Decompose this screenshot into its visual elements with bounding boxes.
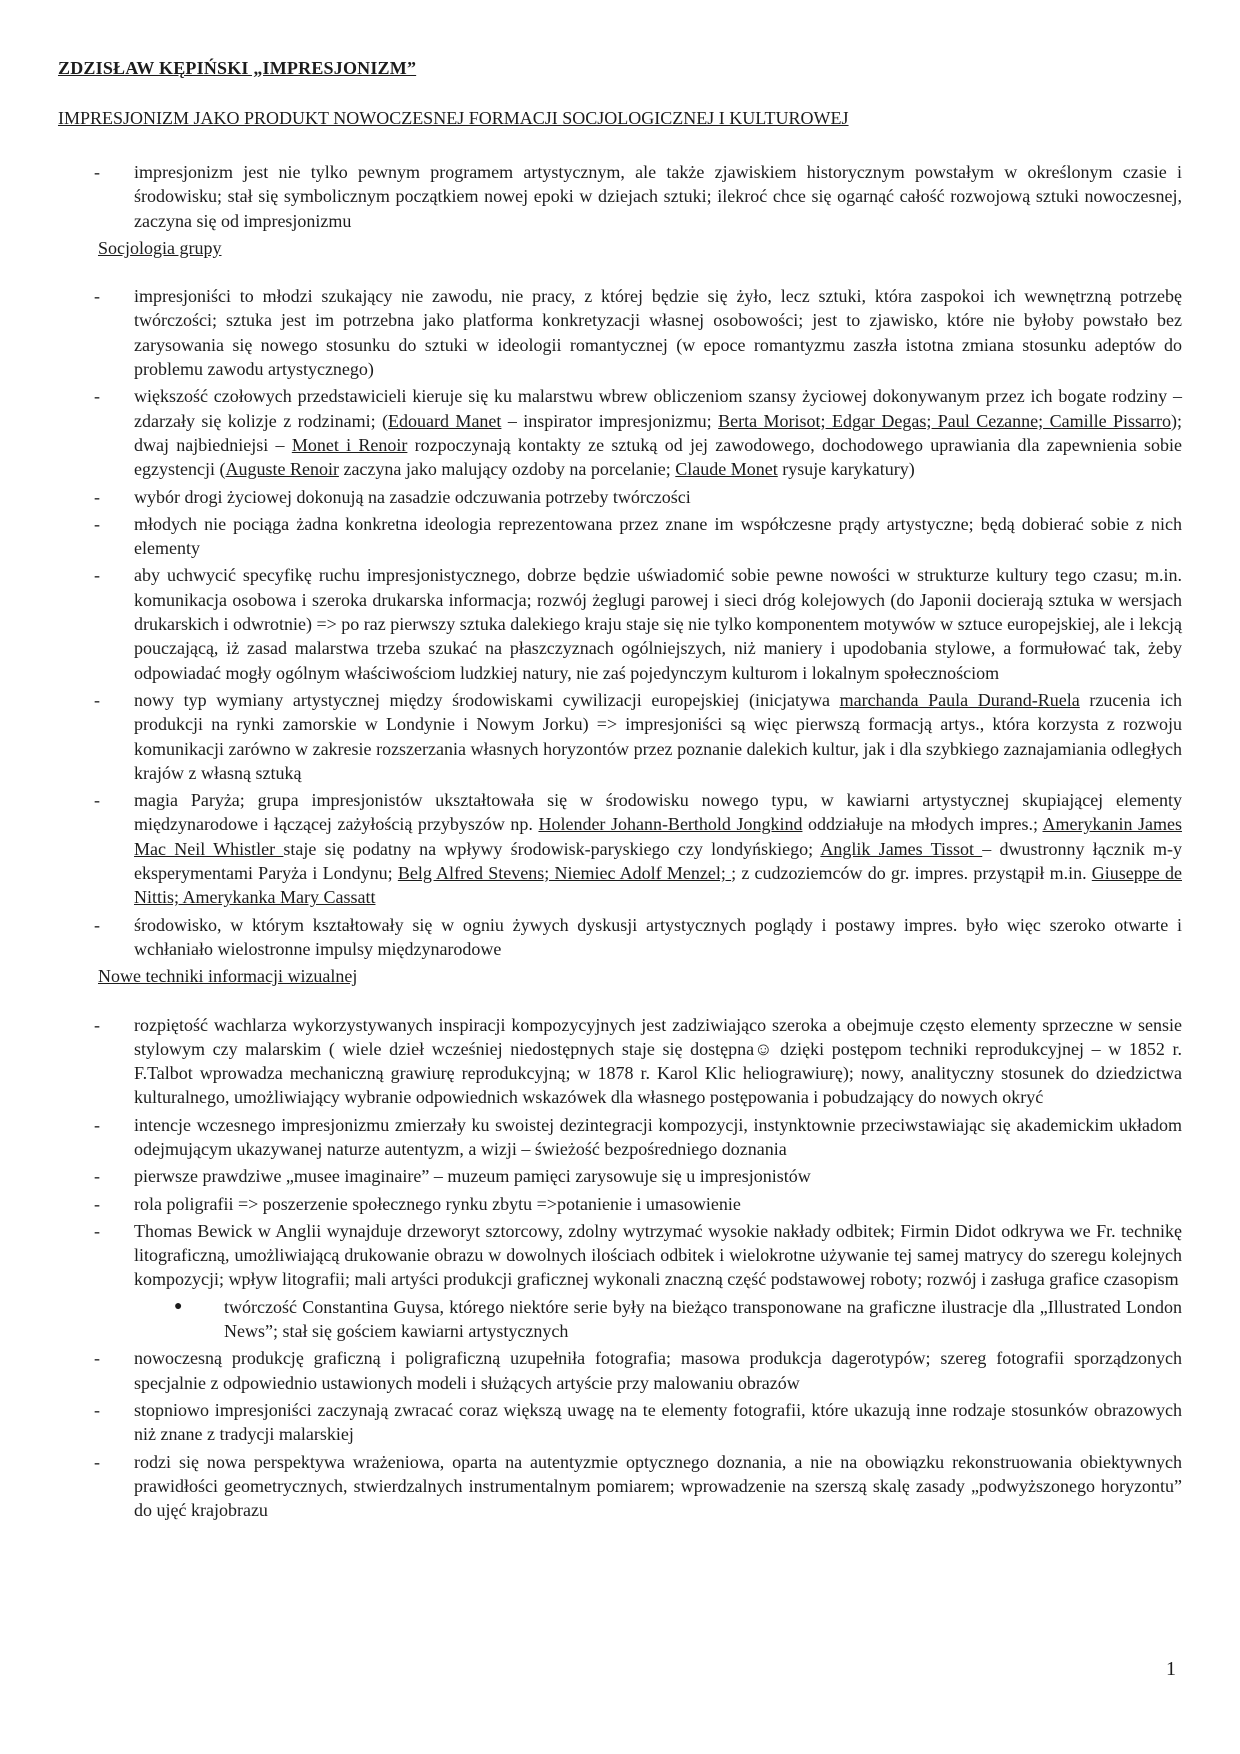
dash-marker: -	[94, 1166, 100, 1187]
paragraph-text: stopniowo impresjoniści zaczynają zwracać coraz większą uwagę na te elementy fotografii, które ukazują inne rodzaje stosunków obrazowych niż znane z tradycji malarskiej	[134, 1399, 1182, 1445]
paragraph-text: rzucenia ich produkcji na rynki zamorskie w Londynie i Nowym Jorku) => impresjoniści są więc pierwszą formacją artys., która korzysta z rozwoju komunikacji zarówno w zakresie rozszerzania własnych horyzontów przez poznanie dalekich kultur, jak i dla szybkiego zaznajamiania odległych krajów z własną sztuką	[134, 689, 1182, 783]
dash-marker: -	[94, 790, 100, 811]
list-item	[58, 512, 1182, 561]
paragraph-text: twórczość Constantina Guysa, którego niektóre serie były na bieżąco transponowane na graficzne ilustracje dla „Illustrated London News”; stał się gościem kawiarni artystycznych	[224, 1296, 1182, 1342]
paragraph-text: nowy typ wymiany artystycznej między środowiskami cywilizacji europejskiej (inicjatywa	[134, 689, 840, 710]
list-item	[58, 1398, 1182, 1447]
bullet-dot-icon: ●	[174, 1298, 183, 1314]
section-heading-visual-techniques: Nowe techniki informacji wizualnej	[98, 966, 358, 987]
name-reference: Auguste Renoir	[225, 459, 339, 480]
list-item	[58, 1346, 1182, 1395]
paragraph-text: środowisko, w którym kształtowały się w ogniu żywych dyskusji artystycznych poglądy i postawy impres. było więc szeroko otwarte i wchłaniało wielostronne impulsy międzynarodowe	[134, 914, 1182, 959]
name-reference: Berta Morisot; Edgar Degas; Paul Cezanne; Camille Pissarro	[718, 410, 1172, 431]
sub-list-item	[58, 1295, 1182, 1344]
dash-marker: -	[94, 689, 100, 710]
paragraph-text: – dwustronny łącznik m-y eksperymentami Paryża i Londynu;	[134, 838, 1182, 884]
paragraph-text: młodych nie pociąga żadna konkretna ideologia reprezentowana przez znane im współczesne prądy artystyczne; będą dobierać sobie z nich elementy	[134, 513, 1182, 559]
dash-marker: -	[94, 1451, 100, 1472]
paragraph-text: Thomas Bewick w Anglii wynajduje drzeworyt sztorcowy, zdolny wytrzymać wysokie nakłady odbitek; Firmin Didot odkrywa we Fr. technikę litograficzną, umożliwiającą drukowanie obrazu w dowolnych ilościach odbitek i wielokrotne używanie tej samej matrycy do szeregu kolejnych kompozycji; wpływ litografii; mali artyści produkcji graficznej wykonali znaczną część podstawowej roboty; rozwój i zasługa grafice czasopism	[134, 1220, 1182, 1290]
paragraph-text: większość czołowych przedstawicieli kieruje się ku malarstwu wbrew obliczeniom szansy życiowej dokonywanym przez ich bogate rodziny – zdarzały się kolizje z rodzinami; (	[134, 386, 1182, 431]
paragraph-text: oddziałuje na młodych impres.;	[802, 814, 1043, 835]
list-item	[58, 788, 1182, 909]
list-item	[58, 485, 1182, 509]
dash-marker: -	[94, 1114, 100, 1135]
list-item	[58, 384, 1182, 481]
paragraph-text: ; z cudzoziemców do gr. impres. przystąpił m.in.	[731, 863, 1092, 884]
list-item	[58, 688, 1182, 785]
paragraph-text: zaczyna jako malujący ozdoby na porcelanie;	[338, 459, 676, 480]
name-reference: Belg Alfred Stevens; Niemiec Adolf Menzel;	[397, 863, 732, 884]
paragraph-text: pierwsze prawdziwe „musee imaginaire” – muzeum pamięci zarysowuje się u impresjonistów	[134, 1166, 811, 1187]
paragraph-text: rysuje karykatury)	[777, 459, 915, 480]
dash-marker: -	[94, 565, 100, 586]
paragraph-text: – inspirator impresjonizmu;	[501, 410, 719, 431]
document-body	[58, 160, 1182, 1525]
dash-marker: -	[94, 162, 100, 182]
dash-marker: -	[94, 1399, 100, 1420]
dash-marker: -	[94, 1193, 100, 1214]
dash-marker: -	[94, 486, 100, 507]
name-reference: Claude Monet	[675, 459, 778, 480]
paragraph-text: rola poligrafii => poszerzenie społecznego rynku zbytu =>potanienie i umasowienie	[134, 1193, 741, 1214]
list-item	[58, 1164, 1182, 1188]
paragraph-text: impresjonizm jest nie tylko pewnym programem artystycznym, ale także zjawiskiem historycznym powstałym w określonym czasie i środowisku; stał się symbolicznym początkiem nowej epoki w dziejach sztuki; ilekroć chce się ogarnąć całość rozwojową sztuki nowoczesnej, zaczyna się od impresjonizmu	[134, 162, 1182, 231]
dash-marker: -	[94, 1220, 100, 1241]
list-item	[58, 1013, 1182, 1110]
list-item	[58, 284, 1182, 381]
paragraph-text: intencje wczesnego impresjonizmu zmierzały ku swoistej dezintegracji kompozycji, instynktownie przeciwstawiając się akademickim układom odejmującym ukazywanej naturze autentyzm, a wizji – świeżość bezpośredniego doznania	[134, 1114, 1182, 1159]
paragraph-text: wybór drogi życiowej dokonują na zasadzie odczuwania potrzeby twórczości	[134, 486, 691, 507]
section-heading-sociology: Socjologia grupy	[98, 237, 222, 258]
paragraph-text: aby uchwycić specyfikę ruchu impresjonistycznego, dobrze będzie uświadomić sobie pewne nowości w strukturze kultury tego czasu; m.in. komunikacja osobowa i szeroka drukarska informacja; rozwój żeglugi parowej i sieci dróg kolejowych (do Japonii docierają sztuka w wersjach drukarskich i odwrotnie) => po raz pierwszy sztuka dalekiego kraju staje się nie tylko komponentem motywów w sztuce europejskiej, ale i lekcją pouczającą, iż zasad malarstwa trzeba szukać na płaszczyznach ogólniejszych, niż maniery i upodobania stylowe, a formułować tak, żeby odpowiadać mogły ogólnym właściwościom ludzkiej natury, nie zaś pojedynczym kulturom i lokalnym społecznościom	[134, 565, 1182, 683]
dash-marker: -	[94, 513, 100, 534]
page-number: 1	[1166, 1658, 1176, 1680]
dash-marker: -	[94, 1348, 100, 1369]
list-item	[58, 1450, 1182, 1523]
dash-marker: -	[94, 1014, 100, 1035]
name-reference: Monet i Renoir	[291, 434, 408, 455]
paragraph-text: nowoczesną produkcję graficzną i poligraficzną uzupełniła fotografia; masowa produkcja dagerotypów; szereg fotografii sporządzonych specjalnie z odpowiednio ustawionych modeli i służących artyście przy malowaniu obrazów	[134, 1348, 1182, 1393]
document-subtitle: IMPRESJONIZM JAKO PRODUKT NOWOCZESNEJ FORMACJI SOCJOLOGICZNEJ I KULTUROWEJ	[58, 108, 849, 128]
name-reference: marchanda Paula Durand-Ruela	[839, 689, 1080, 710]
paragraph-text: rozpoczynają kontakty ze sztuką od jej zawodowego, dochodowego uprawiania dla zapewnienia sobie egzystencji (	[134, 434, 1183, 480]
paragraph-text: rodzi się nowa perspektywa wrażeniowa, oparta na autentyzmie optycznego doznania, a nie na obowiązku rekonstruowania obiektywnych prawidłości geometrycznych, stwierdzalnych instrumentalnym pomiarem; wprowadzenie na szerszą skalę zasady „podwyższonego horyzontu” do ujęć krajobrazu	[134, 1451, 1182, 1521]
paragraph-text: rozpiętość wachlarza wykorzystywanych inspiracji kompozycyjnych jest zadziwiająco szeroka a obejmuje często elementy sprzeczne w sensie stylowym czy malarskim ( wiele dzieł wcześniej niedostępnych staje się dostępna	[134, 1014, 1182, 1059]
document-title: ZDZISŁAW KĘPIŃSKI „IMPRESJONIZM”	[58, 58, 417, 78]
paragraph-text: magia Paryża; grupa impresjonistów ukształtowała się w środowisku nowego typu, w kawiarni artystycznej skupiającej elementy międzynarodowe i łączącej zażyłością przybyszów np.	[134, 790, 1182, 835]
list-item	[58, 1113, 1182, 1162]
name-reference: Amerykanin James Mac Neil Whistler	[134, 814, 1182, 859]
name-reference: Giuseppe de Nittis; Amerykanka Mary Cassatt	[134, 863, 1182, 908]
list-item	[58, 1219, 1182, 1292]
dash-marker: -	[94, 386, 100, 407]
paragraph-text: ); dwaj najbiedniejsi –	[134, 410, 1183, 455]
list-item	[58, 563, 1182, 684]
paragraph-text: impresjoniści to młodzi szukający nie zawodu, nie pracy, z której będzie się żyło, lecz sztuki, która zaspokoi ich wewnętrzną potrzebę twórczości; sztuka jest im potrzebna jako platforma konkretyzacji własnej osobowości; jest to zjawisko, które nie byłoby powstało bez zarysowania się nowego stosunku do sztuki w ideologii romantycznej (w epoce romantyzmu zaszła istotna zmiana stosunku adeptów do problemu zawodu artystycznego)	[134, 286, 1182, 380]
list-item	[58, 1192, 1182, 1216]
smiley-icon: ☺	[754, 1038, 773, 1059]
list-item	[58, 160, 1182, 233]
name-reference: Anglik James Tissot	[820, 838, 983, 859]
dash-marker: -	[94, 914, 100, 935]
list-item	[58, 913, 1182, 962]
name-reference: Holender Johann-Berthold Jongkind	[538, 814, 803, 835]
name-reference: Edouard Manet	[388, 410, 502, 431]
dash-marker: -	[94, 286, 100, 307]
paragraph-text: dzięki postępom techniki reprodukcyjnej – w 1852 r. F.Talbot wprowadza mechaniczną grawiurę reprodukcyjną; w 1878 r. Karol Klic heliograwiurę); nowy, analityczny stosunek do dziedzictwa kulturalnego, umożliwiający wybranie odpowiednich wskazówek dla własnego postępowania i pobudzający do nowych okryć	[134, 1038, 1182, 1108]
paragraph-text: staje się podatny na wpływy środowisk-paryskiego czy londyńskiego;	[283, 838, 821, 859]
